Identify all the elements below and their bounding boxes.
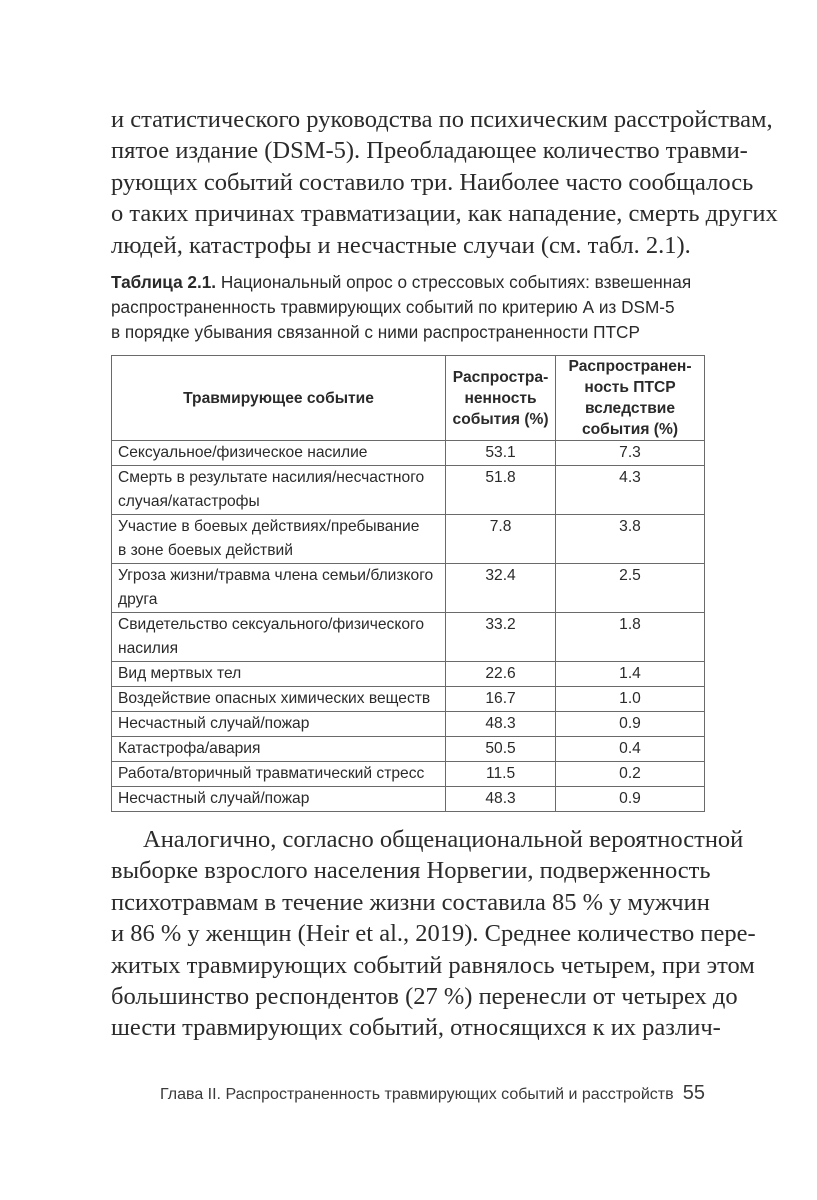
cell-prevalence: 48.3 [446, 787, 556, 812]
table-label: Таблица 2.1. [111, 272, 217, 292]
text-line: выборке взрослого населения Норвегии, подверженность [111, 857, 711, 885]
cell-event: Свидетельство сексуального/физического насилия [112, 613, 446, 662]
text-line: о таких причинах травматизации, как нападение, смерть других [111, 200, 778, 228]
cell-prevalence: 53.1 [446, 441, 556, 466]
cell-event: Угроза жизни/травма члена семьи/близкого друга [112, 564, 446, 613]
text-line: психотравмам в течение жизни составила 85 % у мужчин [111, 888, 710, 916]
caption-text: Национальный опрос о стрессовых событиях: взвешенная [216, 272, 692, 292]
table-row [112, 441, 705, 466]
cell-prevalence: 32.4 [446, 564, 556, 613]
text-line: пятое издание (DSM-5). Преобладающее количество травми- [111, 137, 748, 165]
header-prevalence: Распростра- ненность события (%) [446, 356, 556, 441]
cell-ptsd: 3.8 [556, 515, 705, 564]
caption-text: в порядке убывания связанной с ними распространенности ПТСР [111, 322, 640, 342]
table-header-row [112, 356, 705, 441]
table-caption [111, 270, 711, 345]
text-line: Аналогично, согласно общенациональной вероятностной [143, 826, 744, 853]
table-row [112, 762, 705, 787]
cell-prevalence: 51.8 [446, 466, 556, 515]
body-paragraph-1 [111, 104, 778, 261]
cell-prevalence: 48.3 [446, 712, 556, 737]
table-row [112, 712, 705, 737]
text-line: и статистического руководства по психическим расстройствам, [111, 106, 773, 133]
table-row [112, 613, 705, 662]
body-paragraph-2 [111, 824, 756, 1044]
page-number: 55 [682, 1082, 705, 1104]
cell-ptsd: 1.8 [556, 613, 705, 662]
table-row [112, 687, 705, 712]
cell-ptsd: 0.9 [556, 787, 705, 812]
text-line: житых травмирующих событий равнялось четырем, при этом [111, 951, 755, 979]
cell-event: Участие в боевых действиях/пребывание в зоне боевых действий [112, 515, 446, 564]
cell-prevalence: 22.6 [446, 662, 556, 687]
cell-ptsd: 0.9 [556, 712, 705, 737]
cell-prevalence: 50.5 [446, 737, 556, 762]
cell-event: Несчастный случай/пожар [112, 712, 446, 737]
text-line: людей, катастрофы и несчастные случаи (см. табл. 2.1). [111, 231, 691, 259]
cell-event: Работа/вторичный травматический стресс [112, 762, 446, 787]
running-chapter-title: Глава II. Распространенность травмирующих событий и расстройств [160, 1086, 674, 1103]
header-event: Травмирующее событие [112, 356, 446, 441]
cell-prevalence: 33.2 [446, 613, 556, 662]
table-row [112, 787, 705, 812]
cell-event: Смерть в результате насилия/несчастного случая/катастрофы [112, 466, 446, 515]
cell-ptsd: 1.0 [556, 687, 705, 712]
cell-ptsd: 7.3 [556, 441, 705, 466]
trauma-events-table [111, 355, 705, 812]
table-row [112, 737, 705, 762]
cell-event: Катастрофа/авария [112, 737, 446, 762]
text-line: рующих событий составило три. Наиболее часто сообщалось [111, 168, 754, 196]
cell-event: Вид мертвых тел [112, 662, 446, 687]
text-line: и 86 % у женщин (Heir et al., 2019). Среднее количество пере- [111, 920, 756, 948]
cell-event: Воздействие опасных химических веществ [112, 687, 446, 712]
header-ptsd: Распространен- ность ПТСР вследствие события (%) [556, 356, 705, 441]
cell-prevalence: 16.7 [446, 687, 556, 712]
table-row [112, 662, 705, 687]
cell-prevalence: 11.5 [446, 762, 556, 787]
table-row [112, 466, 705, 515]
cell-ptsd: 0.4 [556, 737, 705, 762]
cell-ptsd: 1.4 [556, 662, 705, 687]
cell-event: Несчастный случай/пожар [112, 787, 446, 812]
cell-ptsd: 2.5 [556, 564, 705, 613]
text-line: большинство респондентов (27 %) перенесли от четырех до [111, 983, 738, 1011]
cell-ptsd: 4.3 [556, 466, 705, 515]
caption-text: распространенность травмирующих событий по критерию А из DSM-5 [111, 297, 675, 317]
cell-prevalence: 7.8 [446, 515, 556, 564]
table-row [112, 515, 705, 564]
text-line: шести травмирующих событий, относящихся к их различ- [111, 1014, 721, 1042]
table-row [112, 564, 705, 613]
cell-event: Сексуальное/физическое насилие [112, 441, 446, 466]
cell-ptsd: 0.2 [556, 762, 705, 787]
